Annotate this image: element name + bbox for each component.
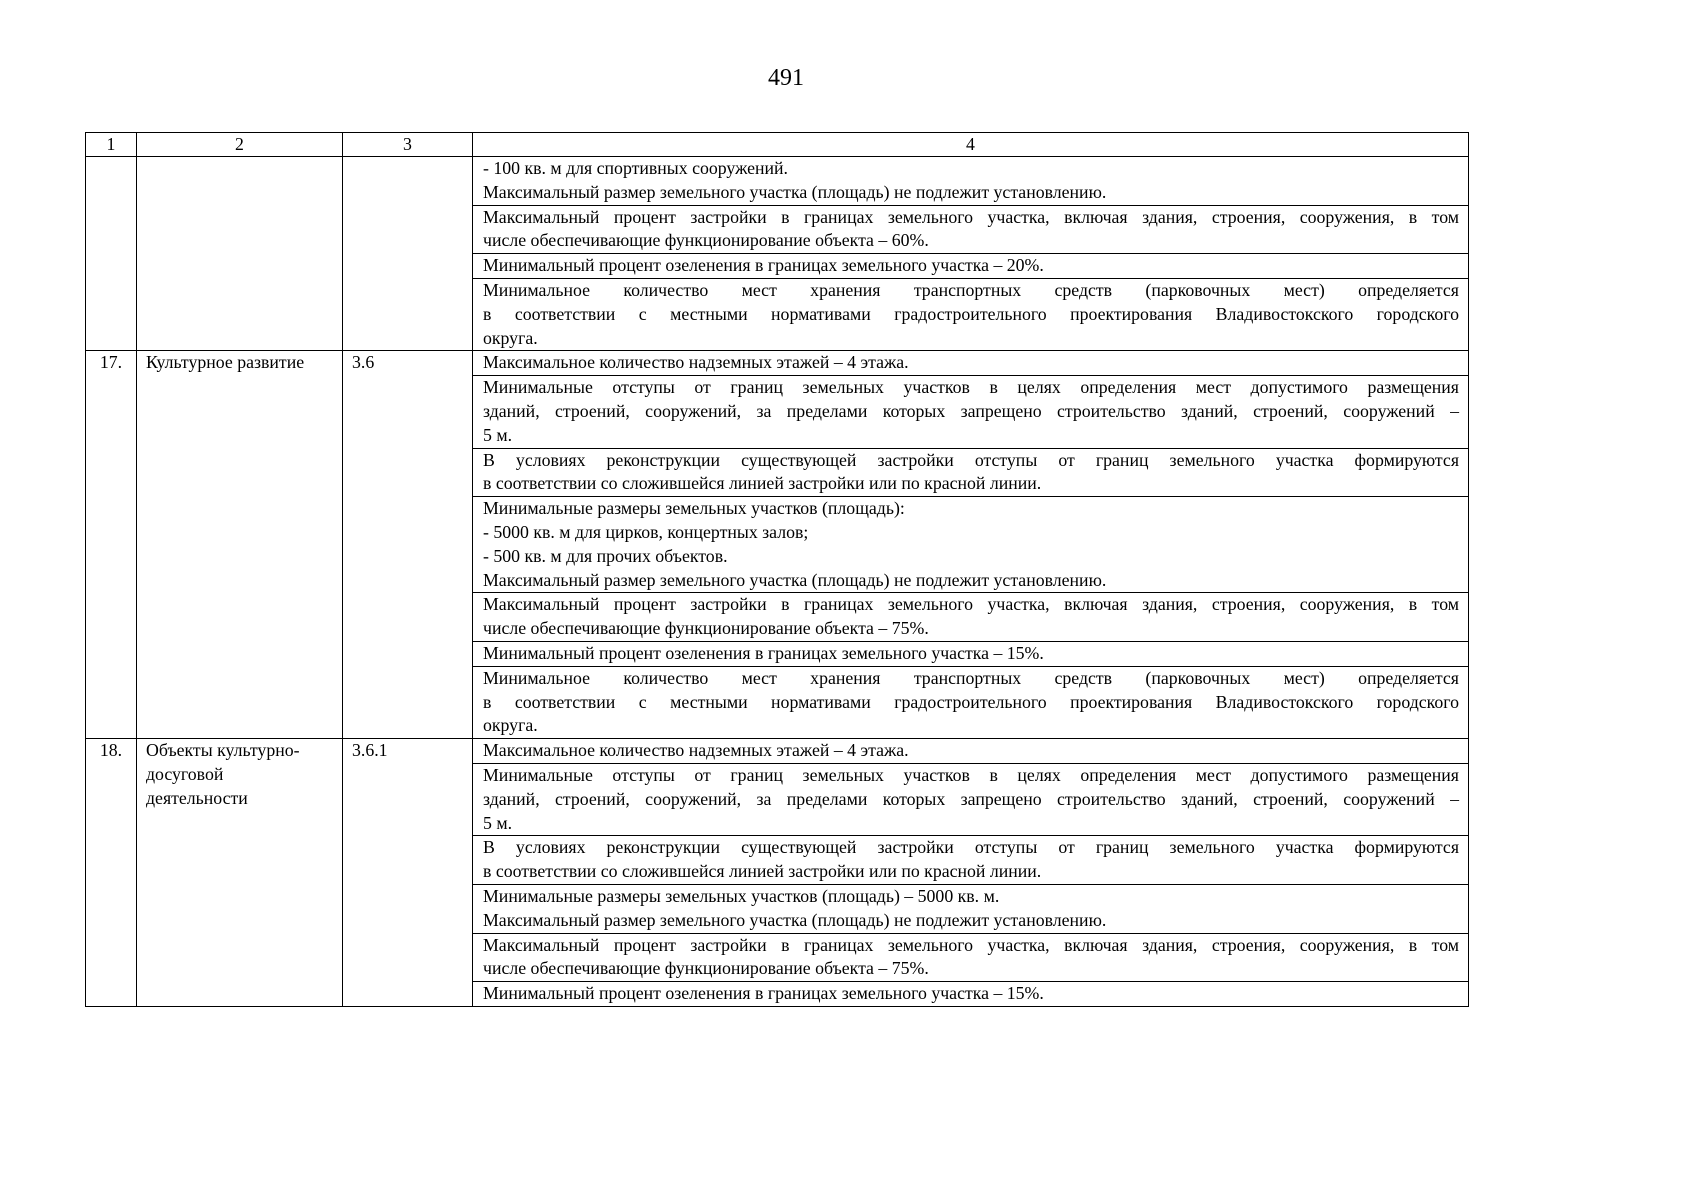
parameters-cell (473, 157, 1469, 351)
parameter-line: Максимальный размер земельного участка (площадь) не подлежит установлению. (483, 909, 1107, 930)
parameter-line: - 100 кв. м для спортивных сооружений. (483, 158, 789, 178)
parameters-cell (473, 739, 1469, 1007)
land-use-name-line: деятельности (146, 787, 248, 808)
column-header: 2 (137, 133, 343, 157)
row-number: 17. (86, 351, 137, 739)
table-header-row (86, 133, 1469, 157)
parameter-paragraph (473, 157, 1468, 205)
parameter-paragraph (473, 253, 1468, 278)
parameter-paragraph (473, 641, 1468, 666)
parameter-line: Минимальный процент озеленения в границах земельного участка – 15%. (483, 642, 1044, 663)
parameter-line: округа. (483, 327, 538, 348)
regulations-table (85, 132, 1469, 1007)
parameter-line: числе обеспечивающие функционирование объекта – 60%. (483, 230, 929, 251)
parameter-line: зданий, строений, сооружений, за пределами которых запрещено строительство зданий, строений, сооружений – (483, 400, 1459, 421)
parameter-paragraph (473, 933, 1468, 982)
parameter-paragraph (473, 375, 1468, 447)
column-header: 3 (343, 133, 473, 157)
parameter-line: в соответствии со сложившейся линией застройки или по красной линии. (483, 473, 1042, 494)
parameter-line: в соответствии с местными нормативами градостроительного проектирования Владивостокского городского (483, 303, 1459, 324)
parameter-line: числе обеспечивающие функционирование объекта – 75%. (483, 958, 929, 979)
parameter-paragraph (473, 496, 1468, 592)
parameters-cell (473, 351, 1469, 739)
column-header: 4 (473, 133, 1469, 157)
column-header: 1 (86, 133, 137, 157)
land-use-name-line: Культурное развитие (146, 352, 305, 373)
parameter-paragraph (473, 884, 1468, 933)
parameter-line: Минимальные размеры земельных участков (площадь) – 5000 кв. м. (483, 885, 1000, 906)
parameter-paragraph (473, 666, 1468, 738)
parameter-line: Минимальное количество мест хранения транспортных средств (парковочных мест) определяется (483, 279, 1459, 300)
parameter-paragraph (473, 763, 1468, 835)
parameter-paragraph (473, 351, 1468, 375)
parameter-line: Максимальное количество надземных этажей – 4 этажа. (483, 740, 909, 761)
parameter-line: В условиях реконструкции существующей застройки отступы от границ земельного участка формируются (483, 449, 1459, 470)
land-use-code (343, 157, 473, 351)
parameter-paragraph (473, 835, 1468, 884)
parameter-line: числе обеспечивающие функционирование объекта – 75%. (483, 618, 929, 639)
parameter-line: 5 м. (483, 812, 513, 833)
parameter-paragraph (473, 448, 1468, 497)
parameter-paragraph (473, 739, 1468, 763)
parameter-line: Максимальный процент застройки в границах земельного участка, включая здания, строения, сооружения, в том (483, 934, 1459, 955)
parameter-line: Максимальный процент застройки в границах земельного участка, включая здания, строения, сооружения, в том (483, 594, 1459, 615)
row-number (86, 157, 137, 351)
parameter-line: Минимальные размеры земельных участков (площадь): (483, 498, 905, 519)
row-number: 18. (86, 739, 137, 1007)
parameter-line: 5 м. (483, 424, 513, 445)
table-row (86, 739, 1469, 1007)
parameter-paragraph (473, 278, 1468, 350)
parameter-line: Минимальное количество мест хранения транспортных средств (парковочных мест) определяется (483, 667, 1459, 688)
parameter-line: зданий, строений, сооружений, за пределами которых запрещено строительство зданий, строений, сооружений – (483, 788, 1459, 809)
parameter-line: В условиях реконструкции существующей застройки отступы от границ земельного участка формируются (483, 837, 1459, 858)
land-use-name-line: досуговой (146, 763, 224, 784)
land-use-name (137, 739, 343, 1007)
parameter-line: в соответствии с местными нормативами градостроительного проектирования Владивостокского городского (483, 691, 1459, 712)
parameter-line: Максимальный процент застройки в границах земельного участка, включая здания, строения, сооружения, в том (483, 206, 1459, 227)
land-use-name (137, 351, 343, 739)
parameter-line: Минимальные отступы от границ земельных участков в целях определения мест допустимого размещения (483, 377, 1459, 398)
parameter-line: Минимальные отступы от границ земельных участков в целях определения мест допустимого размещения (483, 764, 1459, 785)
land-use-name (137, 157, 343, 351)
land-use-code: 3.6.1 (343, 739, 473, 1007)
parameter-line: Максимальный размер земельного участка (площадь) не подлежит установлению. (483, 569, 1107, 590)
table-row (86, 157, 1469, 351)
parameter-line: - 500 кв. м для прочих объектов. (483, 545, 728, 566)
parameter-line: в соответствии со сложившейся линией застройки или по красной линии. (483, 861, 1042, 882)
land-use-name-line: Объекты культурно- (146, 740, 300, 761)
parameter-line: Максимальный размер земельного участка (площадь) не подлежит установлению. (483, 181, 1107, 202)
parameter-paragraph (473, 205, 1468, 254)
land-use-code: 3.6 (343, 351, 473, 739)
parameter-line: Максимальное количество надземных этажей – 4 этажа. (483, 352, 909, 373)
table-row (86, 351, 1469, 739)
parameter-line: - 5000 кв. м для цирков, концертных залов; (483, 521, 809, 542)
parameter-line: Минимальный процент озеленения в границах земельного участка – 15%. (483, 983, 1044, 1004)
parameter-line: округа. (483, 715, 538, 736)
parameter-paragraph (473, 592, 1468, 641)
page-number: 491 (768, 65, 804, 91)
parameter-line: Минимальный процент озеленения в границах земельного участка – 20%. (483, 255, 1044, 276)
parameter-paragraph (473, 981, 1468, 1006)
